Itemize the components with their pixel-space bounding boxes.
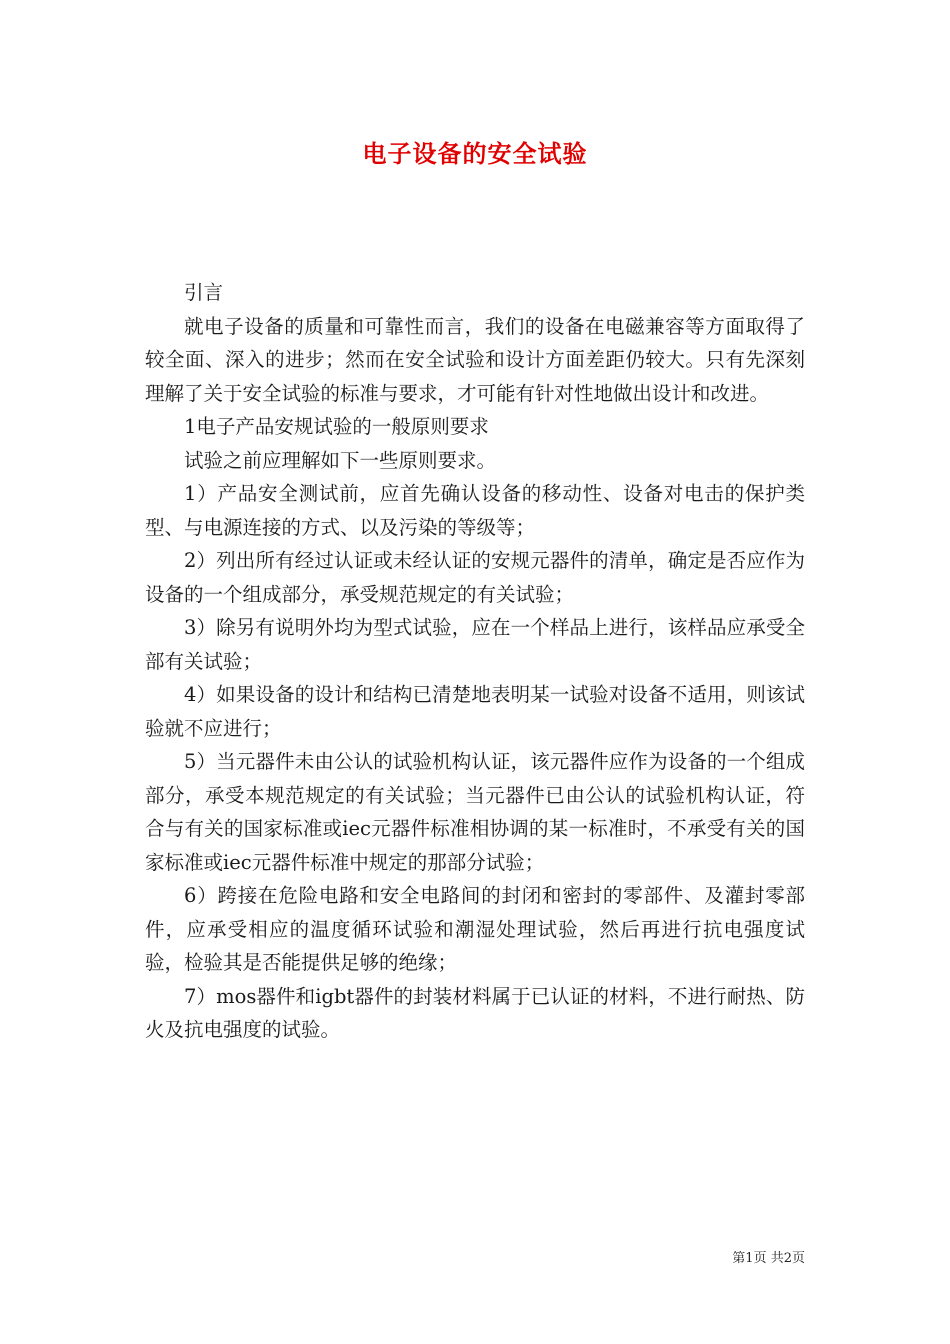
footer-prefix: 第 <box>732 1251 746 1266</box>
list-item: 3）除另有说明外均为型式试验，应在一个样品上进行，该样品应承受全部有关试验； <box>145 616 805 673</box>
list-item: 7）mos器件和igbt器件的封装材料属于已认证的材料，不进行耐热、防火及抗电强度的试验。 <box>145 984 805 1041</box>
document-body <box>145 276 805 1047</box>
page-number-footer <box>732 1247 805 1266</box>
paragraph: 试验之前应理解如下一些原则要求。 <box>184 448 497 472</box>
total-pages-number: 2 <box>783 1251 792 1266</box>
list-item: 1）产品安全测试前，应首先确认设备的移动性、设备对电击的保护类型、与电源连接的方式、以及污染的等级等； <box>145 482 805 539</box>
section-heading: 1电子产品安规试验的一般原则要求 <box>184 415 489 438</box>
footer-middle: 页 共 <box>753 1251 784 1266</box>
list-item: 4）如果设备的设计和结构已清楚地表明某一试验对设备不适用，则该试验就不应进行； <box>145 683 805 740</box>
footer-suffix: 页 <box>791 1251 805 1266</box>
paragraph: 就电子设备的质量和可靠性而言，我们的设备在电磁兼容等方面取得了较全面、深入的进步；然而在安全试验和设计方面差距仍较大。只有先深刻理解了关于安全试验的标准与要求，才可能有针对性地做出设计和改进。 <box>145 314 805 405</box>
current-page-number: 1 <box>745 1251 754 1266</box>
paragraph-intro-heading: 引言 <box>184 281 224 304</box>
document-title: 电子设备的安全试验 <box>362 139 588 168</box>
list-item: 2）列出所有经过认证或未经认证的安规元器件的清单，确定是否应作为设备的一个组成部分，承受规范规定的有关试验； <box>145 549 805 606</box>
list-item: 5）当元器件未由公认的试验机构认证，该元器件应作为设备的一个组成部分，承受本规范规定的有关试验；当元器件已由公认的试验机构认证，符合与有关的国家标准或iec元器件标准相协调的某一标准时，不承受有关的国家标准或iec元器件标准中规定的那部分试验； <box>145 750 805 874</box>
list-item: 6）跨接在危险电路和安全电路间的封闭和密封的零部件、及灌封零部件，应承受相应的温度循环试验和潮湿处理试验，然后再进行抗电强度试验，检验其是否能提供足够的绝缘； <box>145 884 805 974</box>
